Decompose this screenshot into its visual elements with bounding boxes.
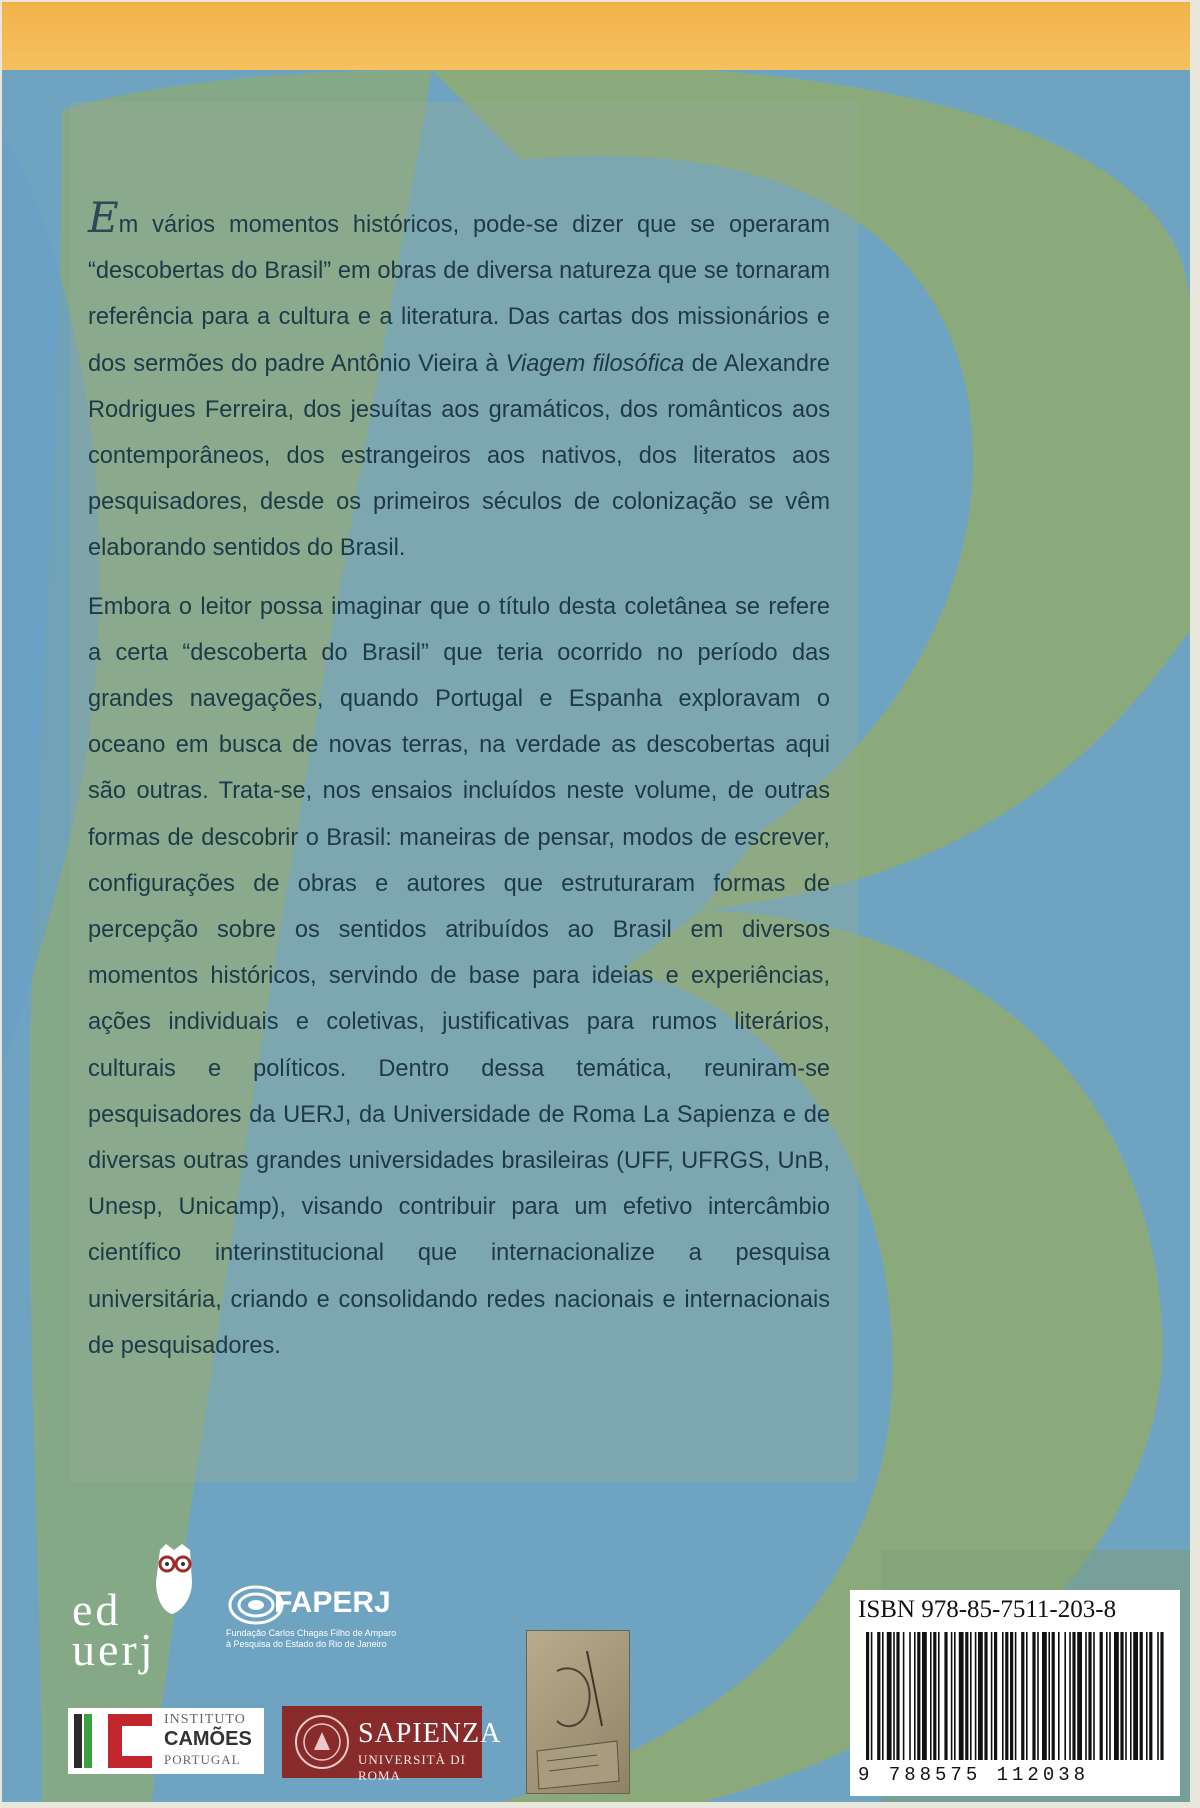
back-cover-blurb	[88, 193, 831, 1369]
sapienza-logo	[282, 1706, 502, 1783]
sapienza-line-1: SAPIENZA	[358, 1718, 502, 1749]
top-orange-stripe	[2, 2, 1190, 72]
isbn-label: ISBN 978-85-7511-203-8	[858, 1596, 1117, 1623]
barcode-digits: 9 788575 112038	[858, 1764, 1090, 1786]
sapienza-seal-icon	[292, 1712, 352, 1772]
camoes-line-3: PORTUGAL	[164, 1752, 241, 1767]
decorative-initial: E	[88, 193, 119, 242]
isbn-barcode	[850, 1590, 1180, 1796]
instituto-camoes-logo	[68, 1708, 264, 1774]
blurb-paragraph-1: Em vários momentos históricos, pode-se dizer que se operaram “descobertas do Brasil” em obras de diversa natureza que se tornaram referência para a cultura e a literatura. Das cartas dos missionários e dos sermões do padre Antônio Vieira à Viagem filosófica de Alexandre Rodrigues Ferreira, dos jesuítas aos gramáticos, dos românticos aos contemporâneos, dos estrangeiros aos nativos, dos literatos aos pesquisadores, desde os primeiros séculos de colonização se vêm elaborando sentidos do Brasil.	[88, 193, 831, 562]
eduerj-logo	[68, 1542, 208, 1675]
writer-sketch-icon	[527, 1631, 629, 1793]
sapienza-line-2: UNIVERSITÀ DI ROMA	[358, 1752, 466, 1783]
engraving-illustration	[526, 1630, 630, 1794]
barcode-bars	[862, 1632, 1172, 1762]
faperj-subtitle-1: Fundação Carlos Chagas Filho de Amparo	[226, 1628, 397, 1638]
faperj-subtitle-2: à Pesquisa do Estado do Rio de Janeiro	[226, 1639, 387, 1649]
blurb-paragraph-2: Embora o leitor possa imaginar que o título desta coletânea se refere a certa “descoberta do Brasil” que teria ocorrido no período das grandes navegações, quando Portugal e Espanha exploravam o oceano em busca de novas terras, na verdade as descobertas aqui são outras. Trata-se, nos ensaios incluídos neste volume, de outras formas de descobrir o Brasil: maneiras de pensar, modos de escrever, configurações de obras e autores que estruturaram formas de percepção sobre os sentidos atribuídos ao Brasil em diversos momentos históricos, servindo de base para ideias e experiências, ações individuais e coletivas, justificativas para rumos literários, culturais e políticos. Dentro dessa temática, reuniram-se pesquisadores da UERJ, da Universidade de Roma La Sapienza e de diversas outras grandes universidades brasileiras (UFF, UFRGS, UnB, Unesp, Unicamp), visando contribuir para um efetivo intercâmbio científico interinstitucional que internacionalize a pesquisa universitária, criando e consolidando redes nacionais e internacionais de pesquisadores.	[88, 593, 830, 1359]
eduerj-line-1: ed	[72, 1584, 122, 1635]
book-back-cover	[2, 2, 1190, 1802]
owl-icon	[150, 1542, 200, 1616]
ic-monogram-icon	[68, 1708, 156, 1774]
faperj-logo	[226, 1580, 416, 1650]
faperj-name: FAPERJ	[274, 1586, 391, 1619]
camoes-line-1: INSTITUTO	[164, 1712, 246, 1727]
camoes-line-2: CAMÕES	[164, 1728, 252, 1750]
eduerj-line-2: uerj	[72, 1624, 156, 1675]
book-title-italic: Viagem filosófica	[505, 350, 685, 377]
